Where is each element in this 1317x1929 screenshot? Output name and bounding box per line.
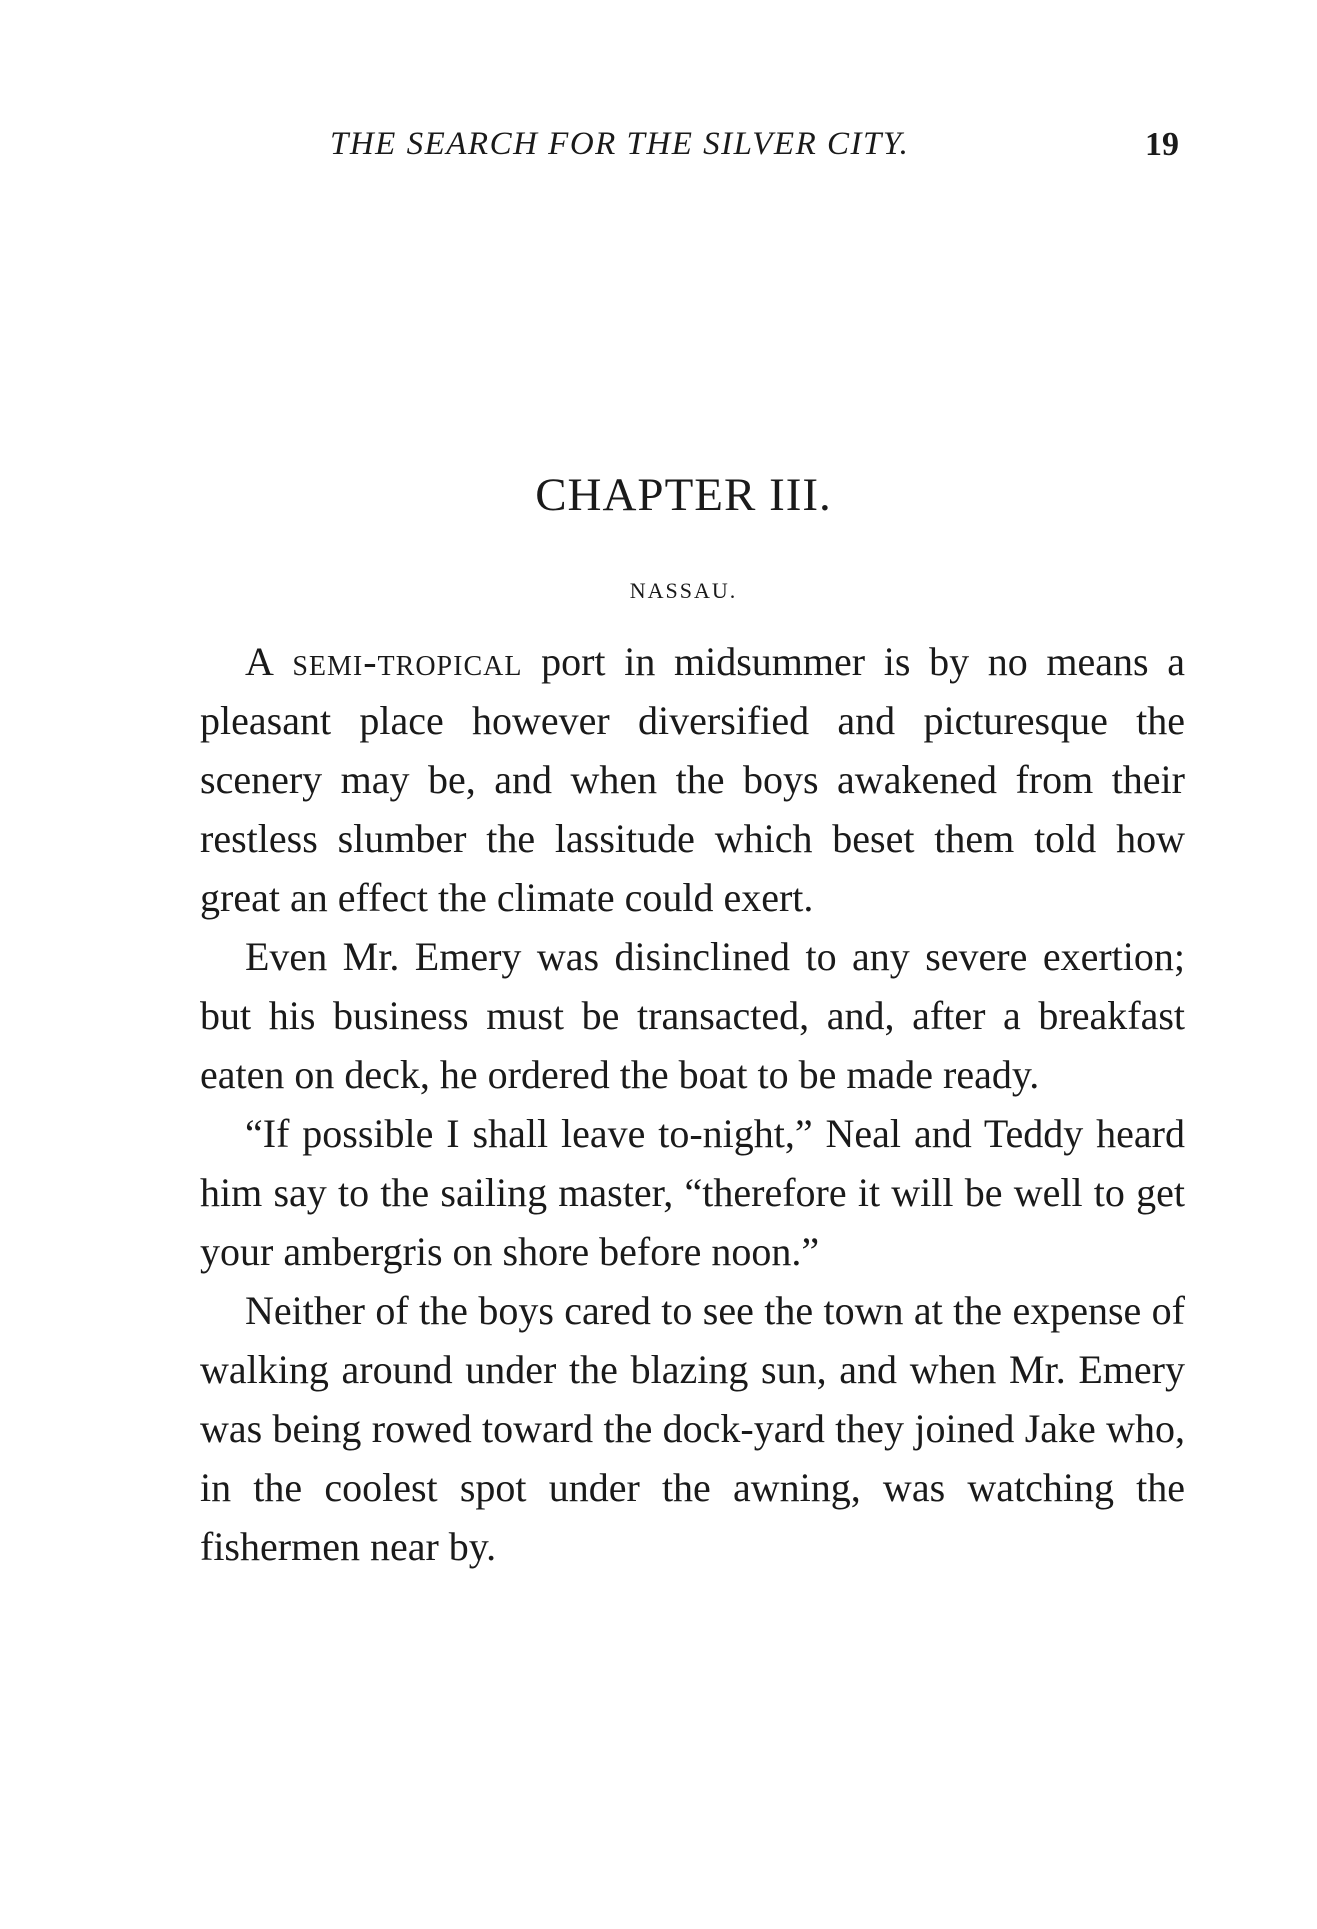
chapter-title: CHAPTER III. — [535, 469, 832, 521]
paragraph-2: Even Mr. Emery was disinclined to any severe exertion; but his business must be transacted, and, after a breakfast eaten on deck, he ordered the boat to be made ready. — [200, 934, 1185, 1097]
body-text — [200, 632, 1185, 1576]
chapter-subtitle: NASSAU. — [629, 578, 738, 603]
paragraph-1-text: port in midsummer is by no means a pleasant place however diversified and picturesque the scenery may be, and when the boys awakened from their restless slumber the lassitude which beset them told how great an effect the climate could exert. — [200, 639, 1185, 920]
paragraph-4: Neither of the boys cared to see the town at the expense of walking around under the blazing sun, and when Mr. Emery was being rowed toward the dock-yard they joined Jake who, in the coolest spot under the awning, was watching the fishermen near by. — [200, 1288, 1185, 1569]
paragraph-3: “If possible I shall leave to-night,” Neal and Teddy heard him say to the sailing master, “therefore it will be well to get your ambergris on shore before noon.” — [200, 1111, 1185, 1274]
page-number: 19 — [1145, 126, 1179, 163]
running-head: THE SEARCH FOR THE SILVER CITY. — [330, 126, 910, 162]
paragraph-1 — [200, 632, 1185, 927]
paragraph-1-lead-in: A semi-tropical — [245, 639, 523, 684]
